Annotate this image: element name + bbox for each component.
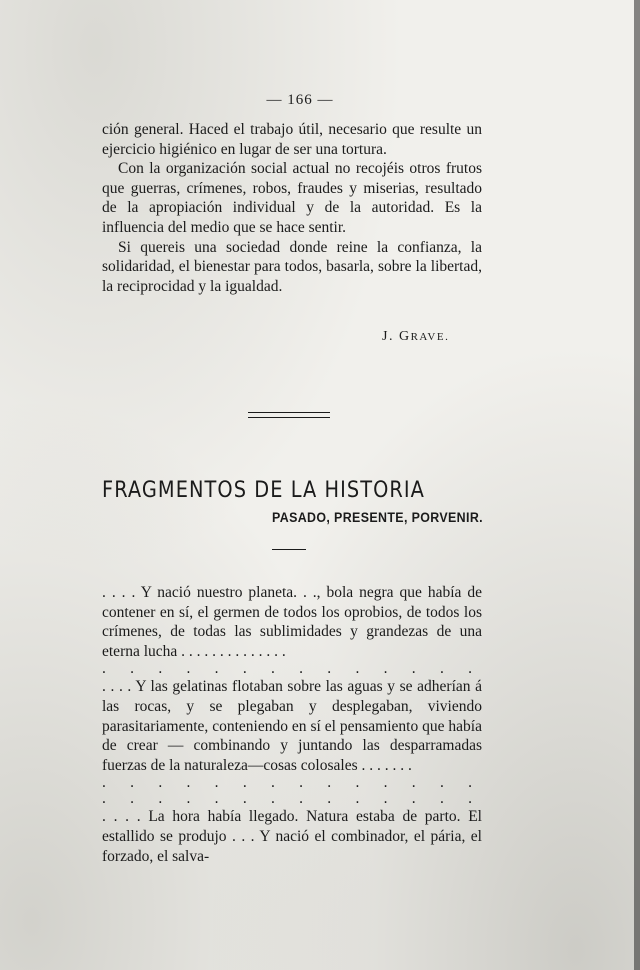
- paragraph: ción general. Haced el trabajo útil, necesario que resulte un ejercicio higiénico en lugar de ser una tortura.: [102, 121, 482, 158]
- dot-leader-row: . . . . . . . . . . . . . .: [102, 661, 482, 678]
- author-signature: [382, 329, 449, 345]
- paragraph: Con la organización social actual no recojéis otros frutos que guerras, crímenes, robos, fraudes y miserias, resultado de la apropiación individual y de la autoridad. Es la influencia del medio que se hace sentir.: [102, 160, 482, 236]
- dot-leader-row: . . . . . . . . . . . . . .: [102, 791, 482, 808]
- paragraph: . . . . La hora había llegado. Natura estaba de parto. El estallido se produjo . . . Y nació el combinador, el pária, el forzado, el salva-: [102, 808, 482, 865]
- dot-leader-row: . . . . . . . . . . . . . .: [102, 775, 482, 792]
- section-two-text: [102, 583, 482, 866]
- paragraph: . . . . Y nació nuestro planeta. . ., bola negra que había de contener en sí, el germen de todos los oprobios, de todos los crímenes, de todas las sublimidades y grandezas de una eterna lucha . . . . . . . . . . . . . .: [102, 584, 482, 660]
- heading-rule: [272, 549, 306, 550]
- section-heading: FRAGMENTOS DE LA HISTORIA: [102, 478, 425, 503]
- section-one-text: [102, 120, 482, 296]
- paragraph: . . . . Y las gelatinas flotaban sobre las aguas y se adherían á las rocas, y se plegaban y desplegaban, viviendo parasitariamente, conteniendo en sí el pensamiento que había de crear — combinando y juntando las desparramadas fuerzas de la naturaleza—cosas colosales . . . . . . .: [102, 678, 482, 774]
- paragraph: Si quereis una sociedad donde reine la confianza, la solidaridad, el bienestar para todos, basarla, sobre la libertad, la reciprocidad y la igualdad.: [102, 238, 482, 295]
- section-subheading: PASADO, PRESENTE, PORVENIR.: [272, 510, 484, 525]
- signature-rest: RAVE.: [410, 331, 450, 343]
- section-divider-top: [248, 412, 330, 413]
- page-edge-shadow: [634, 0, 640, 970]
- signature-initial: J. G: [382, 329, 411, 344]
- section-divider-bottom: [248, 417, 330, 418]
- page-number: — 166 —: [266, 92, 334, 108]
